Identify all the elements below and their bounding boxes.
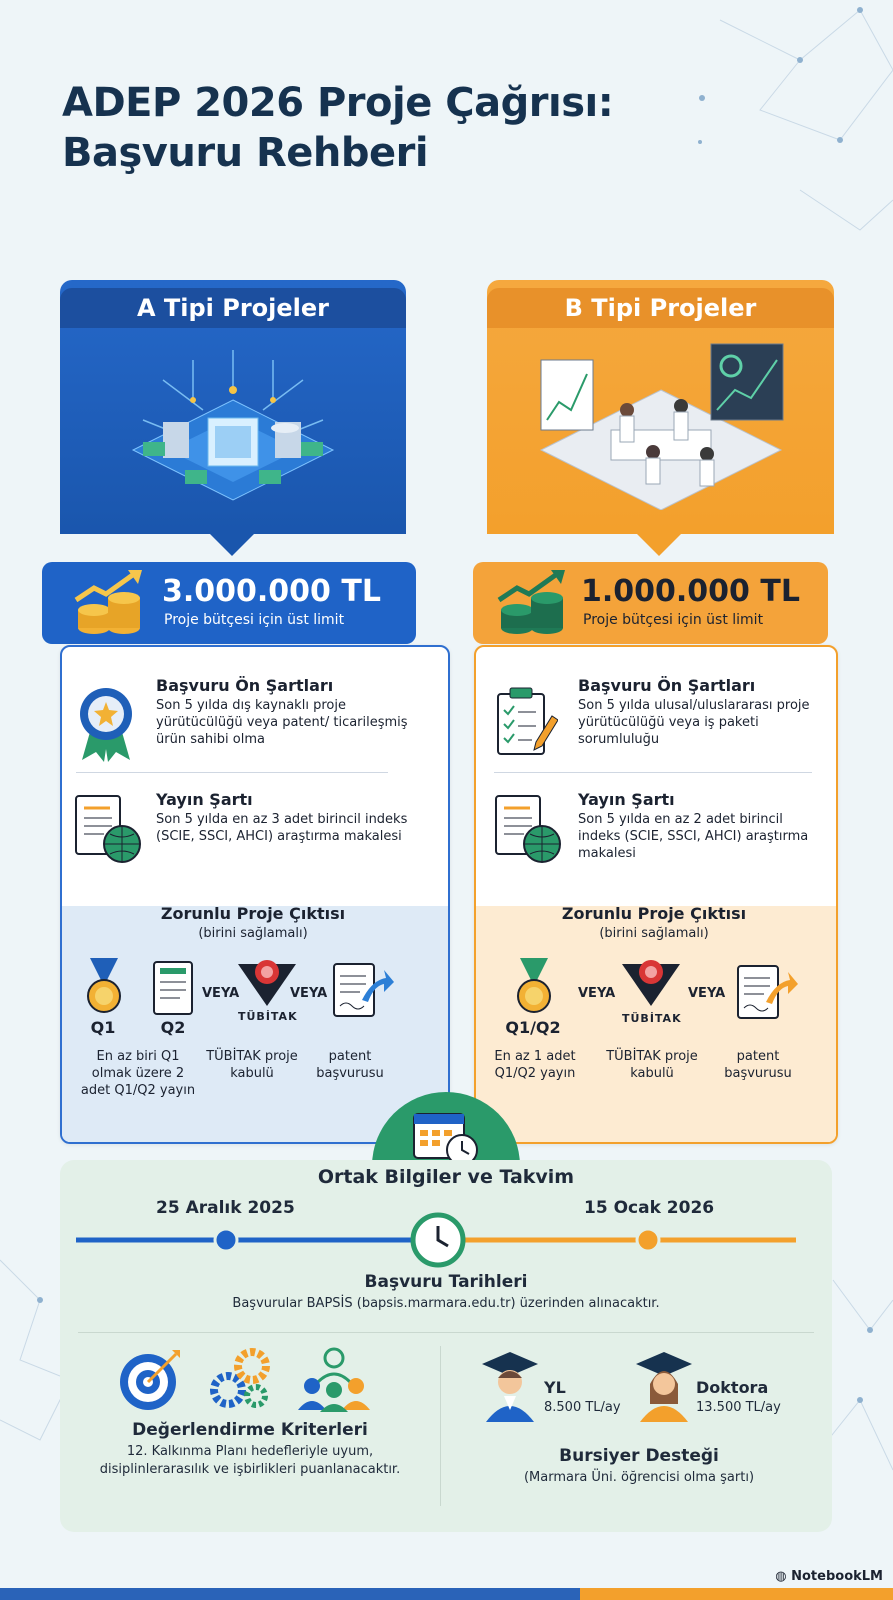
document-globe-icon: [494, 794, 566, 866]
doktora-label: Doktora: [696, 1378, 769, 1397]
type-b-prereq: [578, 676, 818, 748]
end-date: 15 Ocak 2026: [584, 1198, 715, 1218]
yl-amount: 8.500 TL/ay: [544, 1400, 621, 1415]
patent-document-icon: [736, 962, 800, 1022]
type-b-title: B Tipi Projeler: [487, 288, 834, 328]
type-a-outputs: [60, 902, 446, 1142]
timeline-end-marker: [637, 1229, 659, 1251]
gears-icon: [208, 1346, 274, 1412]
yl-label: YL: [544, 1378, 566, 1397]
veya-label: VEYA: [202, 986, 240, 1001]
type-a-prereq-text: Son 5 yılda dış kaynaklı proje yürütücülüğü veya patent/ ticarileşmiş ürün sahibi olma: [156, 698, 408, 747]
title-line-1: ADEP 2026 Proje Çağrısı:: [62, 80, 614, 126]
type-a-title: A Tipi Projeler: [60, 288, 406, 328]
common-title: Ortak Bilgiler ve Takvim: [317, 1166, 575, 1188]
target-icon: [118, 1348, 182, 1412]
brand-label: NotebookLM: [791, 1569, 883, 1584]
type-a-budget-label: Proje bütçesi için üst limit: [164, 612, 345, 628]
type-a-pub-text: Son 5 yılda en az 3 adet birincil indeks (SCIE, SSCI, AHCI) araştırma makalesi: [156, 812, 408, 844]
type-b-prereq-text: Son 5 yılda ulusal/uluslararası proje yürütücülüğü veya iş paketi sorumluluğu: [578, 698, 810, 747]
type-b-budget-amount: 1.000.000 TL: [581, 574, 800, 609]
type-b-option-1: En az 1 adet Q1/Q2 yayın: [494, 1049, 576, 1081]
notebooklm-brand: [775, 1569, 883, 1584]
q1q2-label: Q1/Q2: [505, 1018, 561, 1037]
doktora-amount: 13.500 TL/ay: [696, 1400, 781, 1415]
data-center-icon: [103, 330, 363, 510]
graduate-female-icon: [634, 1350, 694, 1422]
criteria-text-2: disiplinlerarasılık ve işbirlikleri puanlanacaktır.: [99, 1462, 401, 1477]
q2-label: Q2: [160, 1018, 186, 1037]
type-a-prereq-title: Başvuru Ön Şartları: [156, 676, 334, 695]
tubitak-logo-icon: [622, 958, 680, 1008]
scholar-title: Bursiyer Desteği: [559, 1446, 719, 1466]
tubitak-wordmark: TÜBİTAK: [622, 1012, 682, 1025]
type-b-publication: [578, 790, 818, 862]
footer-accent: [580, 1588, 893, 1600]
divider: [78, 1332, 814, 1333]
veya-label: VEYA: [290, 986, 328, 1001]
tubitak-logo-icon: [238, 958, 296, 1008]
document-globe-icon: [74, 794, 146, 866]
notebooklm-icon: ◍: [775, 1569, 792, 1584]
dates-title: Başvuru Tarihleri: [364, 1272, 528, 1292]
medal-icon: [82, 958, 126, 1018]
q1-label: Q1: [90, 1018, 116, 1037]
medal-icon: [512, 958, 556, 1018]
criteria-text-1: 12. Kalkınma Planı hedefleriyle uyum,: [126, 1444, 374, 1459]
criteria-title: Değerlendirme Kriterleri: [132, 1420, 368, 1440]
type-a-pub-title: Yayın Şartı: [156, 790, 253, 809]
divider: [440, 1346, 441, 1506]
type-a-option-2: TÜBİTAK proje kabulü: [206, 1049, 298, 1081]
coins-growth-icon: [495, 570, 573, 638]
veya-label: VEYA: [688, 986, 726, 1001]
award-ribbon-icon: [76, 684, 136, 764]
calendar-clock-icon: [412, 1108, 482, 1168]
type-a-option-1: En az biri Q1 olmak üzere 2 adet Q1/Q2 yayın: [80, 1049, 196, 1098]
type-b-budget-label: Proje bütçesi için üst limit: [583, 612, 764, 628]
type-b-header: [487, 280, 834, 534]
start-date: 25 Aralık 2025: [156, 1198, 295, 1218]
team-icon: [298, 1346, 370, 1412]
type-a-publication: [156, 790, 416, 845]
type-a-pointer: [206, 530, 258, 556]
scholar-text: (Marmara Üni. öğrencisi olma şartı): [523, 1470, 755, 1485]
type-a-option-3: patent başvurusu: [316, 1049, 384, 1081]
laboratory-icon: [531, 330, 791, 510]
type-a-budget-amount: 3.000.000 TL: [162, 574, 381, 609]
timeline-start-marker: [215, 1229, 237, 1251]
coins-growth-icon: [72, 570, 150, 638]
type-a-budget-band: [42, 562, 416, 644]
common-info-section: [60, 1160, 832, 1532]
type-b-pub-text: Son 5 yılda en az 2 adet birincil indeks (SCIE, SSCI, AHCI) araştırma makalesi: [578, 812, 809, 861]
type-a-output-sub: (birini sağlamalı): [198, 926, 308, 941]
type-b-option-2: TÜBİTAK proje kabulü: [606, 1049, 698, 1081]
type-a-prereq: [156, 676, 416, 748]
divider: [76, 772, 388, 773]
type-b-prereq-title: Başvuru Ön Şartları: [578, 676, 756, 695]
type-b-pointer: [633, 530, 685, 556]
document-icon: [152, 960, 194, 1016]
graduate-male-icon: [480, 1350, 540, 1422]
page-title: [62, 78, 613, 178]
patent-document-icon: [332, 960, 396, 1020]
type-b-output-sub: (birini sağlamalı): [599, 926, 709, 941]
dates-text: Başvurular BAPSİS (bapsis.marmara.edu.tr) üzerinden alınacaktır.: [232, 1296, 660, 1311]
type-b-option-3: patent başvurusu: [724, 1049, 792, 1081]
type-b-budget-band: [473, 562, 828, 644]
tubitak-wordmark: TÜBİTAK: [238, 1010, 298, 1023]
divider: [494, 772, 812, 773]
veya-label: VEYA: [578, 986, 616, 1001]
clipboard-checklist-icon: [496, 686, 558, 758]
title-line-2: Başvuru Rehberi: [62, 130, 429, 176]
timeline: [76, 1212, 816, 1272]
type-b-outputs: [474, 902, 834, 1142]
type-b-output-title: Zorunlu Proje Çıktısı: [561, 904, 747, 923]
type-a-output-title: Zorunlu Proje Çıktısı: [160, 904, 346, 923]
type-a-header: [60, 280, 406, 534]
type-b-pub-title: Yayın Şartı: [578, 790, 675, 809]
